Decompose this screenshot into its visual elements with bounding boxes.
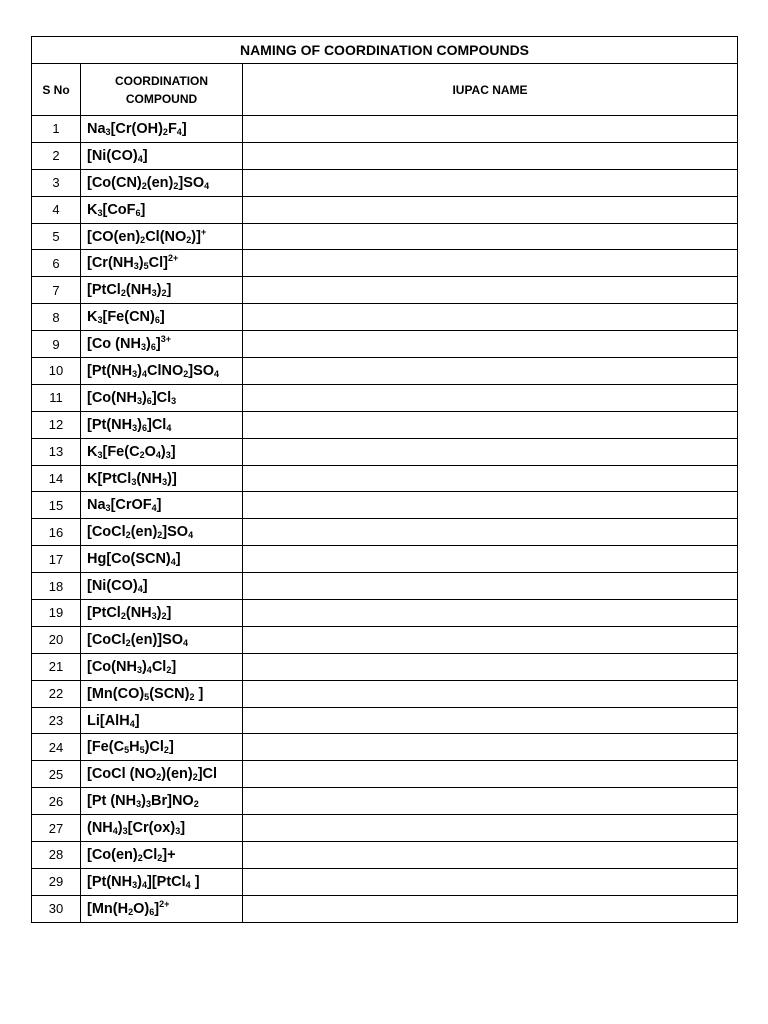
table-row — [32, 707, 738, 734]
iupac-name-cell[interactable] — [243, 142, 738, 169]
table-row — [32, 250, 738, 277]
serial-number: 20 — [32, 626, 81, 653]
compound-formula: $K_3[Fe(C_2O_4)_3]$ — [81, 438, 243, 465]
iupac-name-cell[interactable] — [243, 250, 738, 277]
compound-formula: $[CoCl_2(en)]SO_4$ — [81, 626, 243, 653]
serial-number: 1 — [32, 116, 81, 143]
sno-header: S No — [32, 64, 81, 116]
compounds-table — [31, 36, 738, 923]
serial-number: 2 — [32, 142, 81, 169]
compound-formula: $K_3[CoF_6]$ — [81, 196, 243, 223]
table-row — [32, 277, 738, 304]
table-row — [32, 331, 738, 358]
compound-formula: [CoCl $(NO_2)(en)_2]Cl$ — [81, 761, 243, 788]
serial-number: 10 — [32, 358, 81, 385]
compound-formula: Li[AlH$_4$] — [81, 707, 243, 734]
compound-formula: $Na_3[Cr(OH)_2F_4]$ — [81, 116, 243, 143]
compound-formula: [Co $(NH_3)_6]^{3+}$ — [81, 331, 243, 358]
iupac-name-cell[interactable] — [243, 600, 738, 627]
serial-number: 12 — [32, 411, 81, 438]
table-row — [32, 653, 738, 680]
serial-number: 11 — [32, 384, 81, 411]
table-row — [32, 411, 738, 438]
worksheet — [31, 36, 738, 923]
iupac-name-cell[interactable] — [243, 277, 738, 304]
iupac-name-cell[interactable] — [243, 438, 738, 465]
iupac-name-cell[interactable] — [243, 788, 738, 815]
iupac-name-cell[interactable] — [243, 358, 738, 385]
serial-number: 7 — [32, 277, 81, 304]
serial-number: 3 — [32, 169, 81, 196]
compound-formula: [$Mn(CO)_5(SCN)_2$ ] — [81, 680, 243, 707]
table-row — [32, 680, 738, 707]
serial-number: 9 — [32, 331, 81, 358]
compound-formula: $[Co(en)_2Cl_2]+$ — [81, 842, 243, 869]
compound-formula: $[CoCl_2(en)_2]SO_4$ — [81, 519, 243, 546]
iupac-name-cell[interactable] — [243, 223, 738, 250]
serial-number: 8 — [32, 304, 81, 331]
serial-number: 4 — [32, 196, 81, 223]
table-row — [32, 116, 738, 143]
iupac-name-cell[interactable] — [243, 707, 738, 734]
compound-formula: $Hg[Co(SCN)_4]$ — [81, 546, 243, 573]
table-row — [32, 815, 738, 842]
iupac-name-cell[interactable] — [243, 626, 738, 653]
compound-formula: $[Pt(NH_3)_6]Cl_4$ — [81, 411, 243, 438]
iupac-name-cell[interactable] — [243, 492, 738, 519]
compound-formula: [Pt $(NH_3)_3Br]NO_2$ — [81, 788, 243, 815]
serial-number: 24 — [32, 734, 81, 761]
compound-formula: $[Ni(CO)_4]$ — [81, 142, 243, 169]
serial-number: 29 — [32, 868, 81, 895]
table-row — [32, 304, 738, 331]
iupac-name-cell[interactable] — [243, 761, 738, 788]
table-row — [32, 465, 738, 492]
iupac-name-cell[interactable] — [243, 384, 738, 411]
table-row — [32, 868, 738, 895]
iupac-name-cell[interactable] — [243, 116, 738, 143]
compound-header — [81, 64, 243, 116]
iupac-name-cell[interactable] — [243, 734, 738, 761]
iupac-name-cell[interactable] — [243, 546, 738, 573]
serial-number: 21 — [32, 653, 81, 680]
iupac-name-cell[interactable] — [243, 868, 738, 895]
serial-number: 18 — [32, 573, 81, 600]
serial-number: 14 — [32, 465, 81, 492]
serial-number: 26 — [32, 788, 81, 815]
compound-formula: $[Fe(C_5H_5)Cl_2]$ — [81, 734, 243, 761]
compound-formula: $[Co(NH_3)_4Cl_2]$ — [81, 653, 243, 680]
iupac-header: IUPAC NAME — [243, 64, 738, 116]
serial-number: 17 — [32, 546, 81, 573]
compound-formula: $[CO(en)_2Cl(NO_2)]^+$ — [81, 223, 243, 250]
table-row — [32, 895, 738, 922]
iupac-name-cell[interactable] — [243, 169, 738, 196]
serial-number: 6 — [32, 250, 81, 277]
table-row — [32, 546, 738, 573]
iupac-name-cell[interactable] — [243, 895, 738, 922]
table-row — [32, 169, 738, 196]
table-row — [32, 223, 738, 250]
serial-number: 30 — [32, 895, 81, 922]
compound-formula: $[Co(NH_3)_6]Cl_3$ — [81, 384, 243, 411]
table-row — [32, 438, 738, 465]
compound-formula: $[PtCl_2(NH_3)_2]$ — [81, 277, 243, 304]
compound-formula: $K[PtCl_3(NH_3)]$ — [81, 465, 243, 492]
iupac-name-cell[interactable] — [243, 680, 738, 707]
table-row — [32, 600, 738, 627]
compound-formula: $K_3[Fe(CN)_6]$ — [81, 304, 243, 331]
header-row — [32, 64, 738, 116]
compound-formula: $[Ni(CO)_4]$ — [81, 573, 243, 600]
table-row — [32, 196, 738, 223]
iupac-name-cell[interactable] — [243, 304, 738, 331]
table-row — [32, 519, 738, 546]
iupac-name-cell[interactable] — [243, 573, 738, 600]
serial-number: 28 — [32, 842, 81, 869]
title-row — [32, 37, 738, 64]
table-row — [32, 788, 738, 815]
table-row — [32, 358, 738, 385]
compound-formula: $[Mn(H_2O)_6]^{2+}$ — [81, 895, 243, 922]
serial-number: 13 — [32, 438, 81, 465]
compound-formula: $[Pt(NH_3)_4][PtCl_4$ ] — [81, 868, 243, 895]
iupac-name-cell[interactable] — [243, 519, 738, 546]
table-row — [32, 384, 738, 411]
iupac-name-cell[interactable] — [243, 331, 738, 358]
page-title: NAMING OF COORDINATION COMPOUNDS — [32, 37, 738, 64]
serial-number: 23 — [32, 707, 81, 734]
table-row — [32, 626, 738, 653]
compound-formula: $[PtCl_2(NH_3)_2]$ — [81, 600, 243, 627]
compound-formula: $[Cr(NH_3)_5Cl]^{2+}$ — [81, 250, 243, 277]
serial-number: 5 — [32, 223, 81, 250]
table-row — [32, 492, 738, 519]
compound-formula: $[Pt(NH_3)_4ClNO_2]SO_4$ — [81, 358, 243, 385]
compound-header-line1: COORDINATION — [114, 73, 209, 88]
table-body — [32, 116, 738, 923]
table-row — [32, 142, 738, 169]
serial-number: 19 — [32, 600, 81, 627]
compound-formula: $[Co(CN)_2(en)_2]SO_4$ — [81, 169, 243, 196]
table-row — [32, 842, 738, 869]
serial-number: 25 — [32, 761, 81, 788]
serial-number: 27 — [32, 815, 81, 842]
iupac-name-cell[interactable] — [243, 196, 738, 223]
table-row — [32, 573, 738, 600]
compound-formula: $Na_3[CrOF_4]$ — [81, 492, 243, 519]
iupac-name-cell[interactable] — [243, 411, 738, 438]
iupac-name-cell[interactable] — [243, 465, 738, 492]
serial-number: 22 — [32, 680, 81, 707]
compound-formula: $(NH_4)_3[Cr(ox)_3]$ — [81, 815, 243, 842]
iupac-name-cell[interactable] — [243, 815, 738, 842]
serial-number: 15 — [32, 492, 81, 519]
iupac-name-cell[interactable] — [243, 842, 738, 869]
compound-header-line2: COMPOUND — [125, 91, 198, 106]
iupac-name-cell[interactable] — [243, 653, 738, 680]
table-row — [32, 734, 738, 761]
serial-number: 16 — [32, 519, 81, 546]
table-row — [32, 761, 738, 788]
